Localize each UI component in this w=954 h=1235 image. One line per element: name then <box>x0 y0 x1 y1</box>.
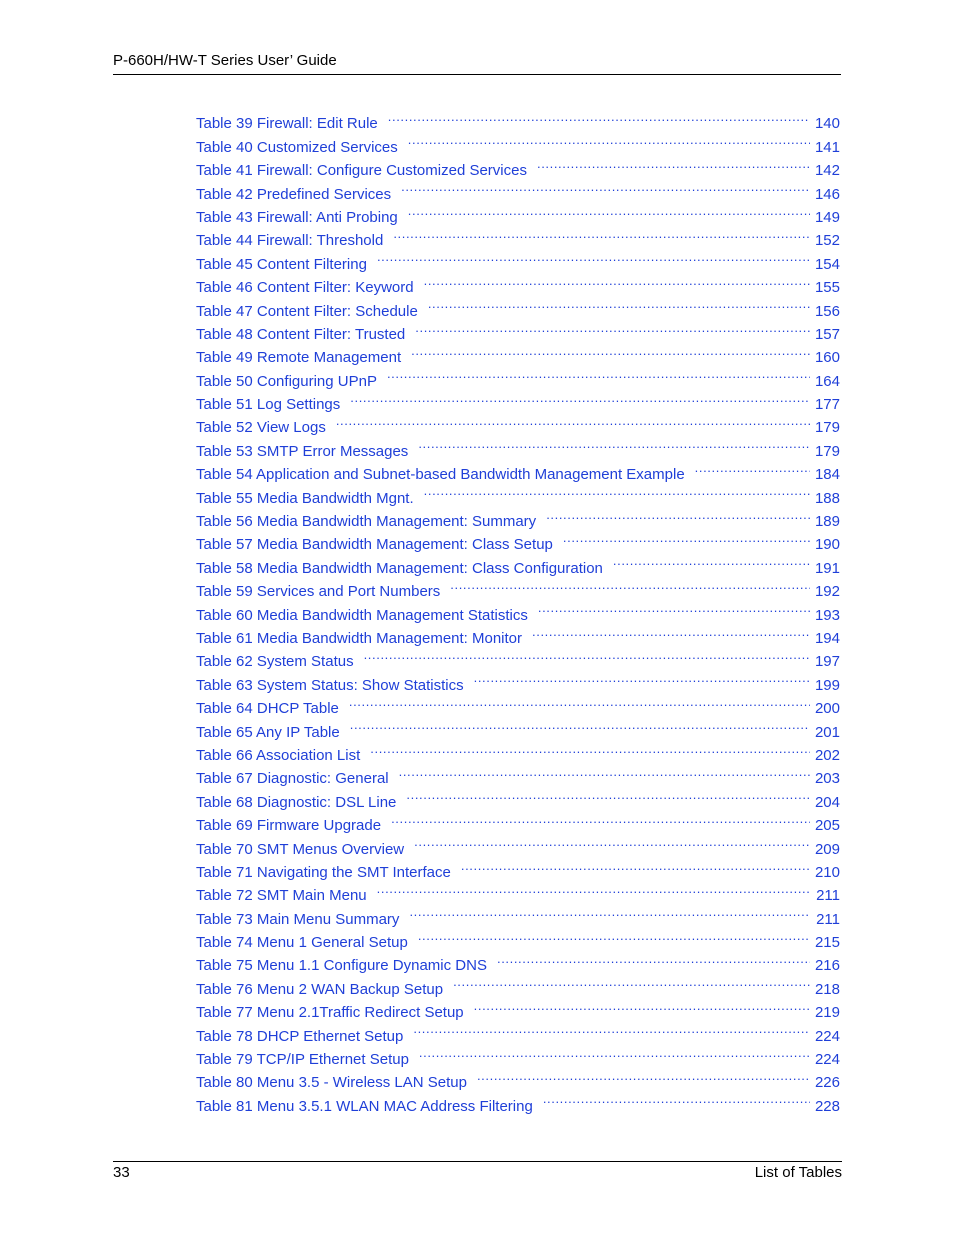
dot-leader <box>419 1041 810 1064</box>
dot-leader <box>450 573 810 596</box>
toc-entry-page-number[interactable]: 204 <box>814 793 840 811</box>
toc-entry-title[interactable]: Table 74 Menu 1 General Setup <box>196 934 408 952</box>
toc-entry-page-number[interactable]: 149 <box>814 208 840 226</box>
toc-entry-title[interactable]: Table 50 Configuring UPnP <box>196 372 377 390</box>
dot-leader <box>408 199 810 222</box>
dot-leader <box>364 643 810 666</box>
dot-leader <box>613 549 810 572</box>
toc-entry-page-number[interactable]: 210 <box>814 863 840 881</box>
toc-entry-title[interactable]: Table 49 Remote Management <box>196 349 402 367</box>
toc-entry-page-number[interactable]: 189 <box>814 513 840 531</box>
toc-entry-title[interactable]: Table 77 Menu 2.1Traffic Redirect Setup <box>196 1004 464 1022</box>
dot-leader <box>497 947 810 970</box>
dot-leader <box>413 1017 810 1040</box>
toc-entry-page-number[interactable]: 205 <box>814 817 840 835</box>
toc-entry-page-number[interactable]: 146 <box>814 185 840 203</box>
toc-entry-title[interactable]: Table 47 Content Filter: Schedule <box>196 302 418 320</box>
page-header <box>113 50 841 75</box>
toc-entry-page-number[interactable]: 211 <box>816 910 840 928</box>
toc-entry-page-number[interactable]: 152 <box>814 232 840 250</box>
toc-entry-page-number[interactable]: 215 <box>814 934 840 952</box>
toc-entry-title[interactable]: Table 51 Log Settings <box>196 396 341 414</box>
toc-entry-page-number[interactable]: 226 <box>814 1074 840 1092</box>
toc-entry-page-number[interactable]: 179 <box>814 442 840 460</box>
toc-entry-page-number[interactable]: 218 <box>814 980 840 998</box>
toc-entry-title[interactable]: Table 62 System Status <box>196 653 354 671</box>
toc-entry-page-number[interactable]: 193 <box>814 606 840 624</box>
toc-entry-title[interactable]: Table 69 Firmware Upgrade <box>196 817 382 835</box>
toc-entry-title[interactable]: Table 52 View Logs <box>196 419 326 437</box>
toc-entry-title[interactable]: Table 58 Media Bandwidth Management: Class Configuration <box>196 559 603 577</box>
page-number: 33 <box>113 1164 130 1181</box>
toc-entry-title[interactable]: Table 73 Main Menu Summary <box>196 910 400 928</box>
toc-entry-page-number[interactable]: 197 <box>814 653 840 671</box>
toc-entry-page-number[interactable]: 200 <box>814 700 840 718</box>
toc-entry-page-number[interactable]: 199 <box>814 676 840 694</box>
dot-leader <box>538 596 810 619</box>
toc-entry-title[interactable]: Table 65 Any IP Table <box>196 723 340 741</box>
toc-entry-page-number[interactable]: 201 <box>814 723 840 741</box>
toc-entry[interactable] <box>196 105 840 133</box>
dot-leader <box>377 877 810 900</box>
toc-entry-title[interactable]: Table 76 Menu 2 WAN Backup Setup <box>196 980 444 998</box>
toc-entry-title[interactable]: Table 67 Diagnostic: General <box>196 770 389 788</box>
dot-leader <box>418 432 810 455</box>
toc-entry-title[interactable]: Table 63 System Status: Show Statistics <box>196 676 464 694</box>
toc-entry-page-number[interactable]: 228 <box>814 1097 840 1115</box>
dot-leader <box>350 386 810 409</box>
toc-entry-title[interactable]: Table 40 Customized Services <box>196 138 398 156</box>
toc-entry-title[interactable]: Table 41 Firewall: Configure Customized Services <box>196 162 527 180</box>
toc-entry-title[interactable]: Table 68 Diagnostic: DSL Line <box>196 793 397 811</box>
dot-leader <box>453 970 810 993</box>
toc-entry-title[interactable]: Table 39 Firewall: Edit Rule <box>196 115 378 133</box>
dot-leader <box>428 292 810 315</box>
toc-entry-title[interactable]: Table 79 TCP/IP Ethernet Setup <box>196 1051 409 1069</box>
toc-entry-page-number[interactable]: 141 <box>814 138 840 156</box>
dot-leader <box>418 924 810 947</box>
toc-entry-title[interactable]: Table 81 Menu 3.5.1 WLAN MAC Address Filtering <box>196 1097 533 1115</box>
dot-leader <box>474 994 810 1017</box>
toc-entry-title[interactable]: Table 64 DHCP Table <box>196 700 339 718</box>
toc-entry-page-number[interactable]: 224 <box>814 1051 840 1069</box>
dot-leader <box>537 152 810 175</box>
toc-entry-title[interactable]: Table 42 Predefined Services <box>196 185 392 203</box>
dot-leader <box>424 479 810 502</box>
toc-entry-page-number[interactable]: 216 <box>814 957 840 975</box>
toc-entry-title[interactable]: Table 54 Application and Subnet-based Bandwidth Management Example <box>196 466 685 484</box>
dot-leader <box>399 760 810 783</box>
toc-entry-title[interactable]: Table 75 Menu 1.1 Configure Dynamic DNS <box>196 957 487 975</box>
toc-entry-page-number[interactable]: 156 <box>814 302 840 320</box>
dot-leader <box>543 1087 810 1110</box>
toc-entry-page-number[interactable]: 164 <box>814 372 840 390</box>
toc-entry-page-number[interactable]: 194 <box>814 629 840 647</box>
toc-entry-title[interactable]: Table 72 SMT Main Menu <box>196 887 367 905</box>
dot-leader <box>415 316 810 339</box>
toc-entry-title[interactable]: Table 46 Content Filter: Keyword <box>196 279 414 297</box>
dot-leader <box>474 666 810 689</box>
toc-entry-title[interactable]: Table 43 Firewall: Anti Probing <box>196 208 398 226</box>
toc-entry-page-number[interactable]: 192 <box>814 583 840 601</box>
dot-leader <box>377 245 810 268</box>
dot-leader <box>409 900 810 923</box>
dot-leader <box>336 409 810 432</box>
dot-leader <box>414 830 810 853</box>
dot-leader <box>401 175 810 198</box>
dot-leader <box>393 222 810 245</box>
dot-leader <box>563 526 810 549</box>
list-of-tables <box>196 105 840 1115</box>
toc-entry-title[interactable]: Table 44 Firewall: Threshold <box>196 232 384 250</box>
dot-leader <box>406 783 810 806</box>
toc-entry-title[interactable]: Table 57 Media Bandwidth Management: Class Setup <box>196 536 553 554</box>
dot-leader <box>461 854 810 877</box>
dot-leader <box>477 1064 810 1087</box>
toc-entry-page-number[interactable]: 177 <box>814 396 840 414</box>
toc-entry-title[interactable]: Table 56 Media Bandwidth Management: Summary <box>196 513 537 531</box>
dot-leader <box>411 339 810 362</box>
toc-entry-title[interactable]: Table 61 Media Bandwidth Management: Monitor <box>196 629 523 647</box>
document-title: P-660H/HW-T Series User’ Guide <box>113 52 337 69</box>
toc-entry-page-number[interactable]: 184 <box>814 466 840 484</box>
toc-entry-page-number[interactable]: 219 <box>814 1004 840 1022</box>
dot-leader <box>370 737 810 760</box>
toc-entry-title[interactable]: Table 53 SMTP Error Messages <box>196 442 409 460</box>
toc-entry-page-number[interactable]: 209 <box>814 840 840 858</box>
dot-leader <box>408 128 810 151</box>
toc-entry-title[interactable]: Table 70 SMT Menus Overview <box>196 840 405 858</box>
toc-entry-page-number[interactable]: 190 <box>814 536 840 554</box>
toc-entry-title[interactable]: Table 45 Content Filtering <box>196 255 367 273</box>
toc-entry-page-number[interactable]: 203 <box>814 770 840 788</box>
toc-entry-page-number[interactable]: 155 <box>814 279 840 297</box>
dot-leader <box>391 807 810 830</box>
toc-entry-title[interactable]: Table 78 DHCP Ethernet Setup <box>196 1027 404 1045</box>
toc-entry-page-number[interactable]: 179 <box>814 419 840 437</box>
dot-leader <box>695 456 810 479</box>
dot-leader <box>350 713 810 736</box>
toc-entry-title[interactable]: Table 55 Media Bandwidth Mgnt. <box>196 489 414 507</box>
toc-entry-title[interactable]: Table 80 Menu 3.5 - Wireless LAN Setup <box>196 1074 467 1092</box>
dot-leader <box>388 105 810 128</box>
toc-entry-title[interactable]: Table 48 Content Filter: Trusted <box>196 325 406 343</box>
toc-entry-page-number[interactable]: 191 <box>814 559 840 577</box>
toc-entry-page-number[interactable]: 160 <box>814 349 840 367</box>
toc-entry-title[interactable]: Table 60 Media Bandwidth Management Statistics <box>196 606 528 624</box>
dot-leader <box>532 620 810 643</box>
toc-entry-page-number[interactable]: 188 <box>814 489 840 507</box>
toc-entry-page-number[interactable]: 157 <box>814 325 840 343</box>
page-footer <box>113 1161 842 1184</box>
toc-entry-page-number[interactable]: 154 <box>814 255 840 273</box>
toc-entry-title[interactable]: Table 59 Services and Port Numbers <box>196 583 441 601</box>
dot-leader <box>424 269 810 292</box>
section-name: List of Tables <box>754 1164 842 1181</box>
toc-entry-page-number[interactable]: 211 <box>816 887 840 905</box>
toc-entry-page-number[interactable]: 202 <box>814 746 840 764</box>
dot-leader <box>546 503 810 526</box>
dot-leader <box>387 362 810 385</box>
dot-leader <box>349 690 810 713</box>
toc-entry-page-number[interactable]: 142 <box>814 162 840 180</box>
toc-entry-page-number[interactable]: 140 <box>814 115 840 133</box>
toc-entry-page-number[interactable]: 224 <box>814 1027 840 1045</box>
toc-entry-title[interactable]: Table 71 Navigating the SMT Interface <box>196 863 451 881</box>
toc-entry-title[interactable]: Table 66 Association List <box>196 746 361 764</box>
